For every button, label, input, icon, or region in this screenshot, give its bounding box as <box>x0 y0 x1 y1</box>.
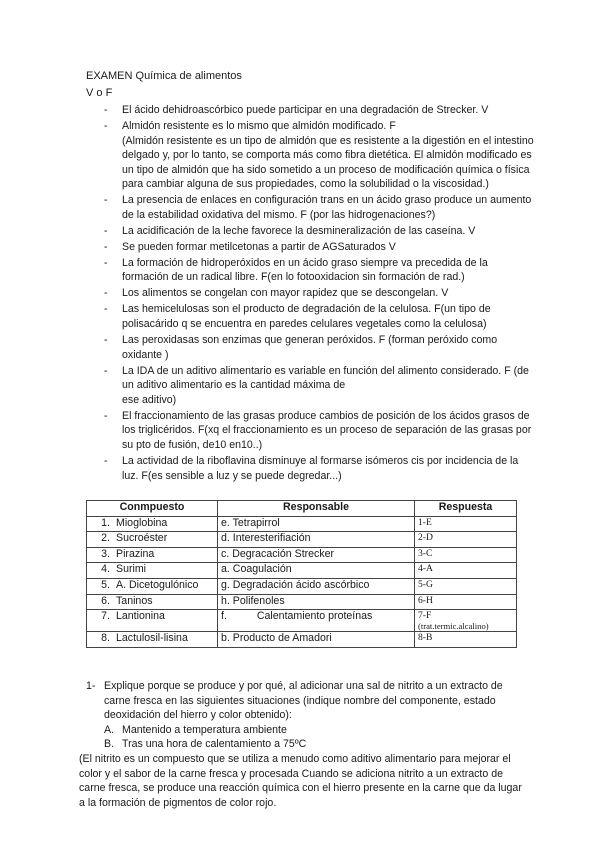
responsible-name: Degradación ácido ascórbico <box>232 578 370 591</box>
answer-cell: 5-G <box>415 578 517 594</box>
list-item: - Las hemicelulosas son el producto de degradación de la celulosa. F(un tipo de polisacárido q se encuentra en paredes celulares vegetales como la celulosa) <box>104 303 491 331</box>
list-item: - La presencia de enlaces en configuración trans en un ácido graso produce un aumento de la estabilidad oxidativa del mismo. F (por las hidrogenaciones?) <box>104 194 532 221</box>
compound-name: Surimi <box>116 563 147 576</box>
answer-cell: 8-B <box>415 632 517 648</box>
answer-cell: 6-H <box>415 594 517 610</box>
question-option: B. Tras una hora de calentamiento a 75ºC <box>104 738 307 751</box>
list-item: - La acidificación de la leche favorece la desmineralización de las caseína. V <box>104 224 476 237</box>
compound-name: Mioglobina <box>116 516 168 529</box>
table-row: 6. Taninos h. Polifenoles 6-H <box>87 594 517 610</box>
list-item: - Se pueden formar metilcetonas a partir de AGSaturados V <box>104 240 396 253</box>
responsible-name: Interesterifiación <box>232 532 311 545</box>
responsible-name: Polifenoles <box>232 594 285 607</box>
answer-cell: 2-D <box>415 532 517 548</box>
compound-name: A. Dicetogulónico <box>116 578 199 591</box>
question-1 <box>86 679 526 752</box>
table-row: 1. Mioglobina e. Tetrapirrol 1-E <box>87 516 517 532</box>
list-item: - La IDA de un aditivo alimentario es variable en función del alimento considerado. F (de un aditivo alimentario es la cantidad máxima de ese aditivo) <box>104 364 529 406</box>
list-item: - Los alimentos se congelan con mayor rapidez que se descongelan. V <box>104 287 449 300</box>
list-item: - El ácido dehidroascórbico puede participar en una degradación de Strecker. V <box>104 104 489 116</box>
header-compound: Conmpuesto <box>87 501 218 517</box>
table-row: 4. Surimi a. Coagulación 4-A <box>87 563 517 579</box>
answer-paragraph: (El nitrito es un compuesto que se utiliza a menudo como aditivo alimentario para mejorar el color y el sabor de la carne fresca y procesada Cuando se adiciona nitrito a un extracto de carne fresca, se produce una reacción química con el hierro presente en la carne que da lugar a la formación de pigmentos de color rojo. <box>79 753 522 809</box>
responsible-name: Producto de Amadori <box>232 632 332 645</box>
table-row: 7. Lantionina f. Calentamiento proteínas 7-F (trat.termic.alcalino) <box>87 610 517 632</box>
header-responsible: Responsable <box>218 501 415 517</box>
answer-note: (trat.termic.alcalino) <box>418 621 489 632</box>
table-row: 8. Lactulosil-lisina b. Producto de Amadori 8-B <box>87 632 517 648</box>
table-row: 3. Pirazina c. Degracación Strecker 3-C <box>87 547 517 563</box>
compound-name: Pirazina <box>116 547 155 560</box>
question-option: A. Mantenido a temperatura ambiente <box>104 723 287 736</box>
answer-cell: 3-C <box>415 547 517 563</box>
section-heading: V o F <box>86 87 113 99</box>
matching-table <box>86 500 517 648</box>
compound-name: Taninos <box>116 594 153 607</box>
table-header-row <box>87 501 517 517</box>
responsible-name: Calentamiento proteínas <box>256 610 373 623</box>
answer-cell: 7-F <box>418 610 432 622</box>
list-item: - El fraccionamiento de las grasas produce cambios de posición de los ácidos grasos de los triglicéridos. F(xq el fraccionamiento es un proceso de separación de las grasas por su pto de fusión, de10 en10..) <box>104 409 532 451</box>
question-text: Explique porque se produce y por qué, al adicionar una sal de nitrito a un extracto de carne fresca en las siguientes situaciones (indique nombre del componente, estado deoxidación del hierro y color obtenido): <box>104 680 503 722</box>
list-item: - La formación de hidroperóxidos en un ácido graso siempre va precedida de la formación de un radical libre. F(en lo fotooxidacion sin formación de rad.) <box>104 256 488 284</box>
header-answer: Respuesta <box>415 501 517 517</box>
question-number: 1- <box>86 680 96 692</box>
table-row: 2. Sucroéster d. Interesterifiación 2-D <box>87 532 517 548</box>
list-item: - Las peroxidasas son enzimas que generan peróxidos. F (forman peróxido como oxidante ) <box>104 334 498 361</box>
compound-name: Sucroéster <box>116 532 168 545</box>
list-item: - Almidón resistente es lo mismo que almidón modificado. F (Almidón resistente es un tipo de almidón que es resistente a la digestión en el intestino delgado y, por lo tanto, se comporta más como fibra dietética. El almidón modificado es un tipo de almidón que ha sido sometido a un proceso de modificación química o física para cambiar alguna de sus propiedades, como la solubilidad o la viscosidad.) <box>104 119 534 191</box>
responsible-name: Tetrapirrol <box>232 516 280 529</box>
list-item: - La actividad de la riboflavina disminuye al formarse isómeros cis por incidencia de la luz. F(es sensible a luz y se puede degredar...) <box>104 454 519 482</box>
compound-name: Lantionina <box>116 610 165 623</box>
responsible-name: Degracación Strecker <box>232 547 335 560</box>
responsible-name: Coagulación <box>232 563 292 576</box>
table-row: 5. A. Dicetogulónico g. Degradación ácido ascórbico 5-G <box>87 578 517 594</box>
answer-cell: 4-A <box>415 563 517 579</box>
exam-title: EXAMEN Química de alimentos <box>86 70 242 82</box>
true-false-list <box>104 103 534 485</box>
answer-cell: 1-E <box>415 516 517 532</box>
compound-name: Lactulosil-lisina <box>116 632 188 645</box>
